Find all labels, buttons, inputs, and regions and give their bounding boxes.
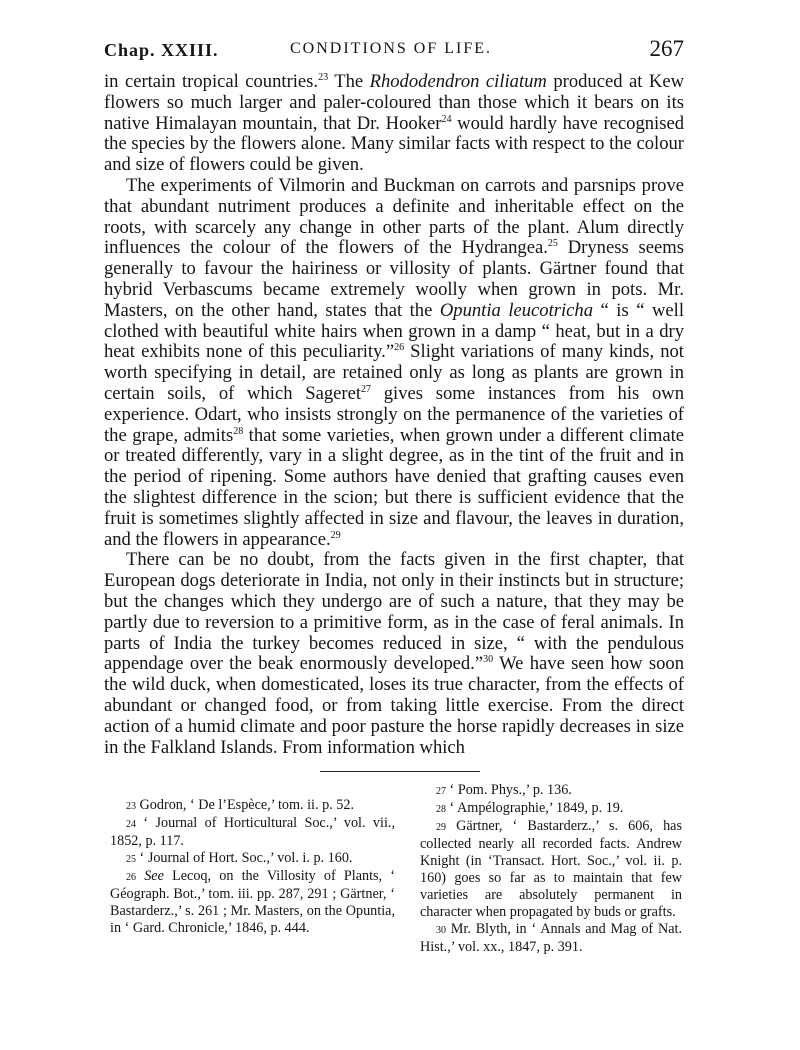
footnote-divider (320, 771, 480, 772)
text-run: The (328, 71, 370, 92)
footnote-27 (420, 782, 682, 800)
chapter-label: Chap. XXIII. (104, 40, 219, 60)
footnote-ref-25: 25 (547, 238, 558, 250)
main-text (104, 72, 684, 758)
footnote-ref-26: 26 (394, 342, 405, 354)
footnote-ref-24: 24 (441, 113, 452, 125)
footnote-text: ‘ Ampélographie,’ 1849, p. 19. (446, 800, 624, 816)
text-run: There can be no doubt, from the facts given in the first chapter, that European dogs deteriorate in India, not only in their instincts but in structure; but the changes which they undergo are of such a nature, that they may be partly due to reversion to a primitive form, as in the case of feral animals. In parts of India the turkey becomes reduced in size, “ with the pendulous appendage over the beak enormously developed.” (104, 549, 684, 675)
footnote-ref-27: 27 (361, 383, 371, 395)
page-number: 267 (649, 36, 684, 61)
footnote-text: ‘ Journal of Hort. Soc.,’ vol. i. p. 160. (136, 850, 353, 866)
text-run: The experiments of Vilmorin and Buckman on carrots and parsnips prove that abundant nutriment produces a definite and inheritable effect on the roots, with scarcely any change in other parts of the plant. Alum directly influences the colour of the flowers of the Hydrangea. (104, 174, 684, 259)
footnote-text: Mr. Blyth, in ‘ Annals and Mag of Nat. Hist.,’ vol. xx., 1847, p. 391. (420, 921, 682, 955)
footnote-number: 26 (126, 872, 136, 883)
footnote-23 (110, 797, 395, 815)
text-run: in certain tropical countries. (104, 71, 319, 92)
footnote-number: 24 (126, 819, 136, 830)
text-run: would hardly have recognised the species by the flowers alone. Many similar facts with respect to the colour and size of flowers could be given. (104, 112, 684, 176)
footnote-26 (110, 868, 395, 937)
footnote-text: ‘ Journal of Horticultural Soc.,’ vol. vii., 1852, p. 117. (110, 815, 395, 849)
footnote-ref-23: 23 (318, 71, 329, 83)
text-run: produced at Kew flowers so much larger and paler-coloured than those which it bears on its native Himalayan mountain, that Dr. Hooker (104, 71, 684, 134)
text-run: that some varieties, when grown under a different climate or treated differently, vary in a slight degree, as in the tint of the fruit and in the period of ripening. Some authors have denied that grafting causes even the slightest difference in the scion; but there is sufficient evidence that the fruit is sometimes slightly affected in size and flavour, the leaves in duration, and the flowers in appearance. (104, 424, 684, 550)
footnote-number: 28 (436, 804, 446, 815)
footnote-30 (420, 921, 682, 956)
footnote-text: Lecoq, on the Villosity of Plants, ‘ Géograph. Bot.,’ tom. iii. pp. 287, 291 ; Gärtner, ‘ Bastarderz.,’ s. 261 ; Mr. Masters, on the Opuntia, in ‘ Gard. Chronicle,’ 1846, p. 444. (110, 868, 395, 936)
footnote-number: 29 (436, 822, 446, 833)
text-run: gives some instances from his own experience. Odart, who insists strongly on the permanence of the varieties of the grape, admits (104, 382, 684, 446)
paragraph-1 (104, 72, 684, 176)
paragraph-3 (104, 550, 684, 758)
footnote-24 (110, 815, 395, 850)
footnote-see: See (144, 868, 164, 884)
footnote-number: 23 (126, 801, 136, 812)
footnotes-left-column (110, 797, 395, 937)
running-title: CONDITIONS OF LIFE. (290, 40, 492, 57)
text-run: “ is “ well clothed with beautiful white hairs when grown in a damp “ heat, but in a dry heat exhibits none of this peculiarity.” (104, 299, 685, 363)
paragraph-2 (104, 176, 684, 550)
footnote-text: Godron, ‘ De l’Espèce,’ tom. ii. p. 52. (136, 797, 355, 813)
footnotes-right-column (420, 782, 682, 956)
footnote-text: ‘ Pom. Phys.,’ p. 136. (446, 782, 572, 798)
footnote-ref-28: 28 (233, 425, 244, 437)
footnote-number: 25 (126, 854, 136, 865)
footnote-number: 30 (436, 925, 446, 936)
footnote-29 (420, 818, 682, 921)
species-name: Opuntia leucotricha (439, 299, 594, 321)
text-run: Slight variations of many kinds, not worth specifying in detail, are retained only as long as plants are grown in certain soils, of which Sageret (104, 341, 684, 404)
footnote-text: Gärtner, ‘ Bastarderz.,’ s. 606, has collected nearly all recorded facts. Andrew Knight (in ‘Transact. Hort. Soc.,’ vol. ii. p. 160) goes so far as to maintain that few varieties are absolutely permanent in character when propagated by buds or grafts. (420, 818, 682, 920)
text-run: We have seen how soon the wild duck, when domesticated, loses its true character, from the effects of abundant or changed food, or from taking little exercise. From the direct action of a humid climate and poor pasture the horse rapidly decreases in size in the Falkland Islands. From information which (104, 653, 684, 758)
species-name: Rhododendron ciliatum (369, 71, 547, 92)
footnote-number: 27 (436, 786, 446, 797)
footnote-28 (420, 800, 682, 818)
footnote-ref-29: 29 (330, 529, 341, 541)
footnote-ref-30: 30 (483, 654, 494, 666)
footnote-25 (110, 850, 395, 868)
text-run: Dryness seems generally to favour the hairiness or villosity of plants. Gärtner found that hybrid Verbascums became extremely woolly when grown in pots. Mr. Masters, on the other hand, states that the (104, 237, 684, 321)
running-header (104, 36, 684, 64)
